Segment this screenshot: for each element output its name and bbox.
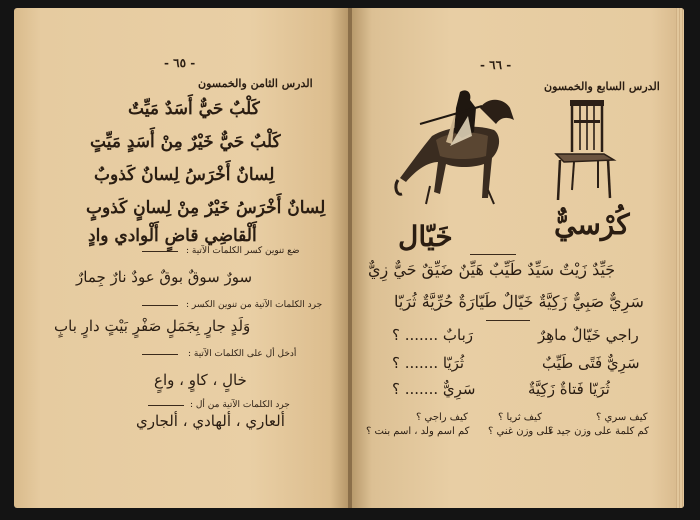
text-line-4: لِسانٌ أَخْرَسُ خَيْرٌ مِنْ لِسانٍ كَذوبٍ: [86, 198, 326, 218]
chair-illustration: [552, 98, 618, 202]
page-number: - ٦٦ -: [480, 58, 512, 72]
separator: [486, 320, 530, 321]
grid-cell: سَرِيٌّ فَتًى طَيِّبٌ: [542, 354, 640, 372]
separator: [142, 305, 178, 306]
right-page: [352, 8, 684, 508]
question: كيف ثريا ؟: [498, 412, 542, 423]
horseman-illustration: [392, 86, 532, 216]
separator: [148, 405, 184, 406]
question: كيف سري ؟: [596, 412, 648, 423]
instruction-4: جرد الكلمات الآتية من أل :: [190, 400, 290, 410]
caption-chair: كُرْسيٌّ: [554, 208, 630, 241]
separator: [142, 251, 178, 252]
grid-cell: سَرِيٌّ ....... ؟: [392, 380, 476, 398]
text-line-2: كَلْبٌ حَيٌّ خَيْرٌ مِنْ أَسَدٍ مَيِّتٍ: [90, 132, 281, 152]
sentence-2: سَرِيٌّ صَبِيٌّ زَكِيَّةٌ خَيّالٌ طَيّارَةٌ حُرِّيَّةٌ ثُرَيّا: [394, 292, 644, 311]
question: على وزن غني ؟: [488, 426, 555, 437]
question: كيف راجي ؟: [416, 412, 468, 423]
exercise-words-1: سورٌ سوقٌ بوقٌ عودٌ نارٌ جِمارٌ: [76, 268, 253, 286]
open-book: [14, 8, 690, 513]
text-line-5: أَلْقاضِي قاضٍ أَلْوادي وادٍ: [88, 226, 257, 246]
exercise-words-4: ألعاري ، ألهادي ، ألجاري: [136, 412, 285, 430]
exercise-words-2: وَلَدٍ جارٍ بِجَمَلٍ صَفْرٍ بَيْتٍ دارٍ بابٍ: [54, 317, 251, 335]
grid-cell: ثُرَيّا فَتاةٌ زَكِيَّةٌ: [528, 380, 610, 398]
instruction-2: جرد الكلمات الآتية من تنوين الكسر :: [186, 300, 323, 310]
grid-cell: راجي خَيّالٌ ماهِرٌ: [538, 326, 639, 344]
grid-cell: ثُرَيّا ....... ؟: [392, 354, 465, 372]
separator: [470, 254, 516, 255]
instruction-1: ضع تنوين كسر الكلمات الآتية :: [186, 246, 300, 256]
instruction-3: أدخل أل على الكلمات الآتية :: [188, 349, 297, 359]
exercise-words-3: خالٍ ، كاوٍ ، واعٍ: [154, 371, 247, 389]
question: كم كلمة على وزن جيد ؟: [548, 426, 649, 437]
separator: [142, 354, 178, 355]
left-page: [14, 8, 350, 508]
caption-horseman: خَيّال: [398, 220, 453, 253]
lesson-title: الدرس الثامن والخمسون: [198, 77, 313, 90]
sentence-1: جَيِّدٌ زَيْتٌ سَيِّدٌ طَيِّبٌ هَيِّنٌ ضَيِّقٌ حَيٌّ زِيٌّ: [368, 260, 616, 279]
lesson-title: الدرس السابع والخمسون: [544, 80, 660, 93]
question: كم اسم ولد ، اسم بنت ؟: [366, 426, 470, 437]
text-line-3: لِسانٌ أَخْرَسُ لِسانٌ كَذوبٌ: [94, 165, 275, 185]
text-line-1: كَلْبٌ حَيٌّ أَسَدٌ مَيِّتٌ: [128, 99, 260, 119]
page-number: - ٦٥ -: [164, 56, 196, 70]
grid-cell: رَبابٌ ....... ؟: [392, 326, 473, 344]
